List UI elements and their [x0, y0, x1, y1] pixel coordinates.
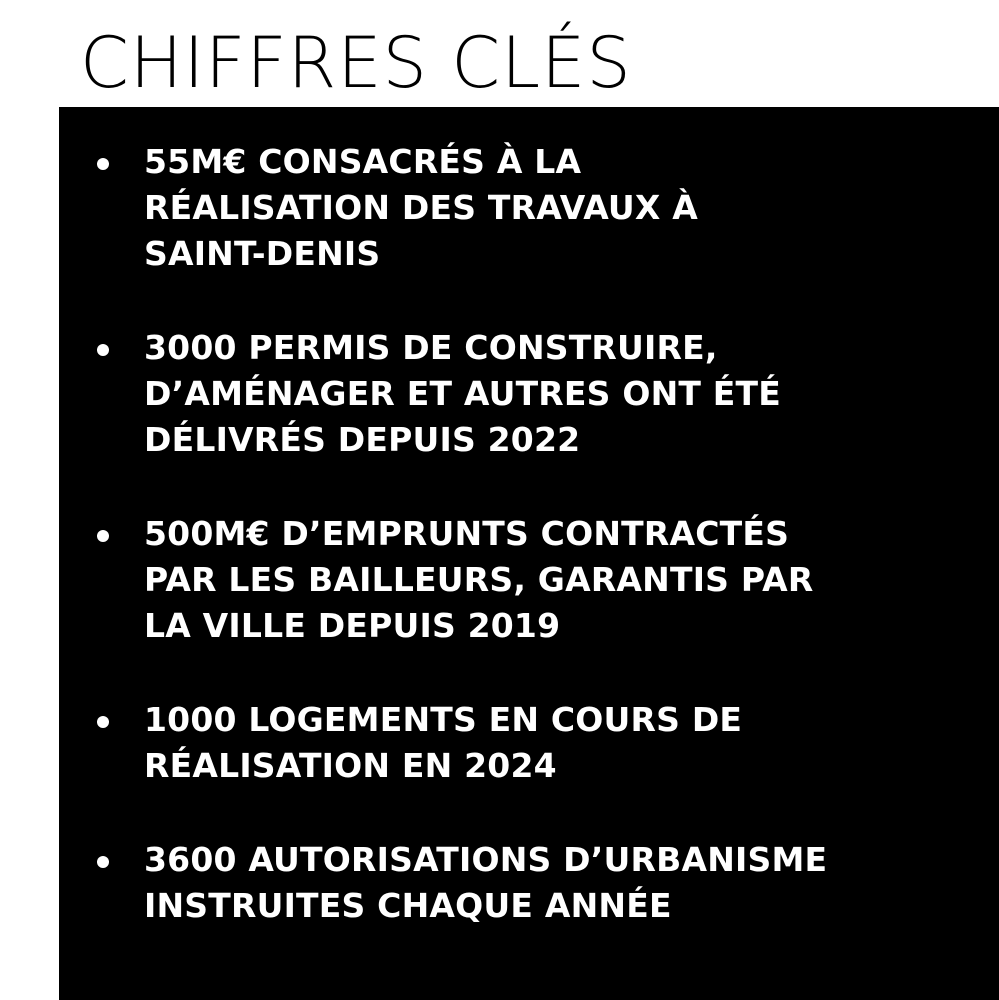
key-figure-item — [59, 325, 999, 463]
key-figure-item — [59, 139, 999, 277]
key-figure-text: 500M€ D’EMPRUNTS CONTRACTÉS PAR LES BAILLEURS, GARANTIS PAR LA VILLE DEPUIS 2019 — [144, 514, 814, 645]
key-figure-text: 1000 LOGEMENTS EN COURS DE RÉALISATION EN 2024 — [144, 700, 743, 785]
key-figure-text: 3000 PERMIS DE CONSTRUIRE, D’AMÉNAGER ET AUTRES ONT ÉTÉ DÉLIVRÉS DEPUIS 2022 — [144, 328, 781, 459]
bullet-icon — [97, 716, 109, 728]
bullet-icon — [97, 530, 109, 542]
key-figure-text: 55M€ CONSACRÉS À LA RÉALISATION DES TRAVAUX À SAINT-DENIS — [144, 142, 698, 273]
key-figure-text: 3600 AUTORISATIONS D’URBANISME INSTRUITES CHAQUE ANNÉE — [144, 840, 828, 925]
bullet-icon — [97, 344, 109, 356]
page-title: CHIFFRES CLÉS — [80, 22, 632, 104]
key-figures-panel — [59, 107, 999, 1000]
key-figures-list — [59, 139, 999, 977]
key-figure-item — [59, 697, 999, 789]
key-figure-item — [59, 511, 999, 649]
bullet-icon — [97, 158, 109, 170]
bullet-icon — [97, 856, 109, 868]
key-figure-item — [59, 837, 999, 929]
